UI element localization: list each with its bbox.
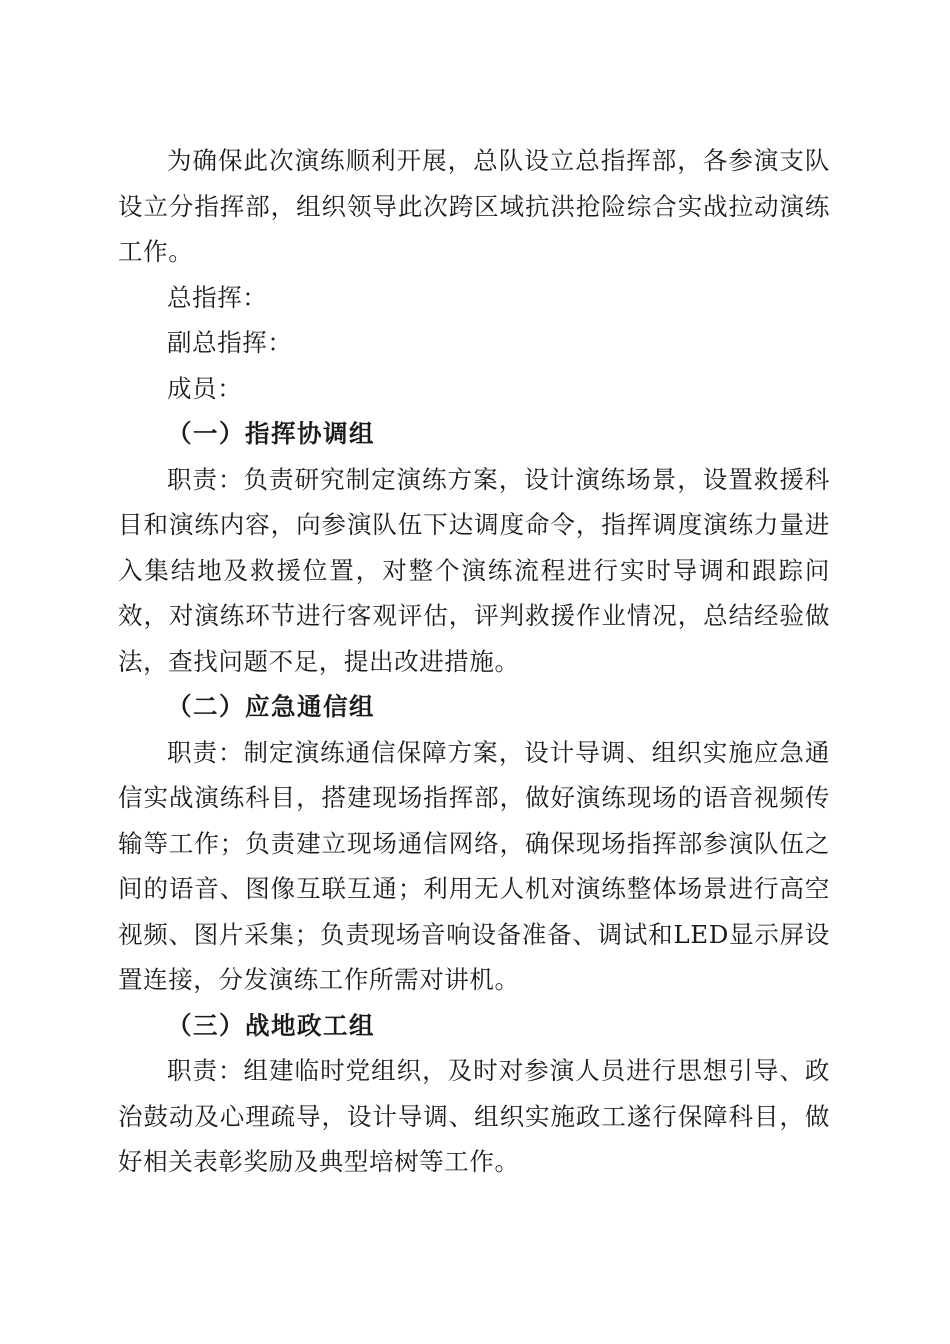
group-heading-emergency-communication: （二）应急通信组 <box>167 692 375 721</box>
commander-line: 总指挥： <box>167 282 268 312</box>
document-page <box>118 138 830 1185</box>
members-line: 成员： <box>167 373 243 403</box>
group-heading-field-political-work: （三）战地政工组 <box>167 1010 375 1040</box>
group-duty-field-political-work: 职责：组建临时党组织，及时对参演人员进行思想引导、政治鼓动及心理疏导，设计导调、组织实施政工遂行保障科目，做好相关表彰奖励及典型培树等工作。 <box>118 1056 830 1176</box>
group-duty-command-coordination: 职责：负责研究制定演练方案，设计演练场景，设置救援科目和演练内容，向参演队伍下达调度命令，指挥调度演练力量进入集结地及救援位置，对整个演练流程进行实时导调和跟踪问效，对演练环节进行客观评估，评判救援作业情况，总结经验做法，查找问题不足，提出改进措施。 <box>118 464 830 676</box>
intro-paragraph: 为确保此次演练顺利开展，总队设立总指挥部，各参演支队设立分指挥部，组织领导此次跨区域抗洪抢险综合实战拉动演练工作。 <box>118 146 830 266</box>
group-duty-emergency-communication: 职责：制定演练通信保障方案，设计导调、组织实施应急通信实战演练科目，搭建现场指挥部，做好演练现场的语音视频传输等工作；负责建立现场通信网络，确保现场指挥部参演队伍之间的语音、图像互联互通；利用无人机对演练整体场景进行高空视频、图片采集；负责现场音响设备准备、调试和LED显示屏设置连接，分发演练工作所需对讲机。 <box>118 737 830 994</box>
group-heading-command-coordination: （一）指挥协调组 <box>167 419 375 448</box>
deputy-commander-line: 副总指挥： <box>167 328 293 357</box>
